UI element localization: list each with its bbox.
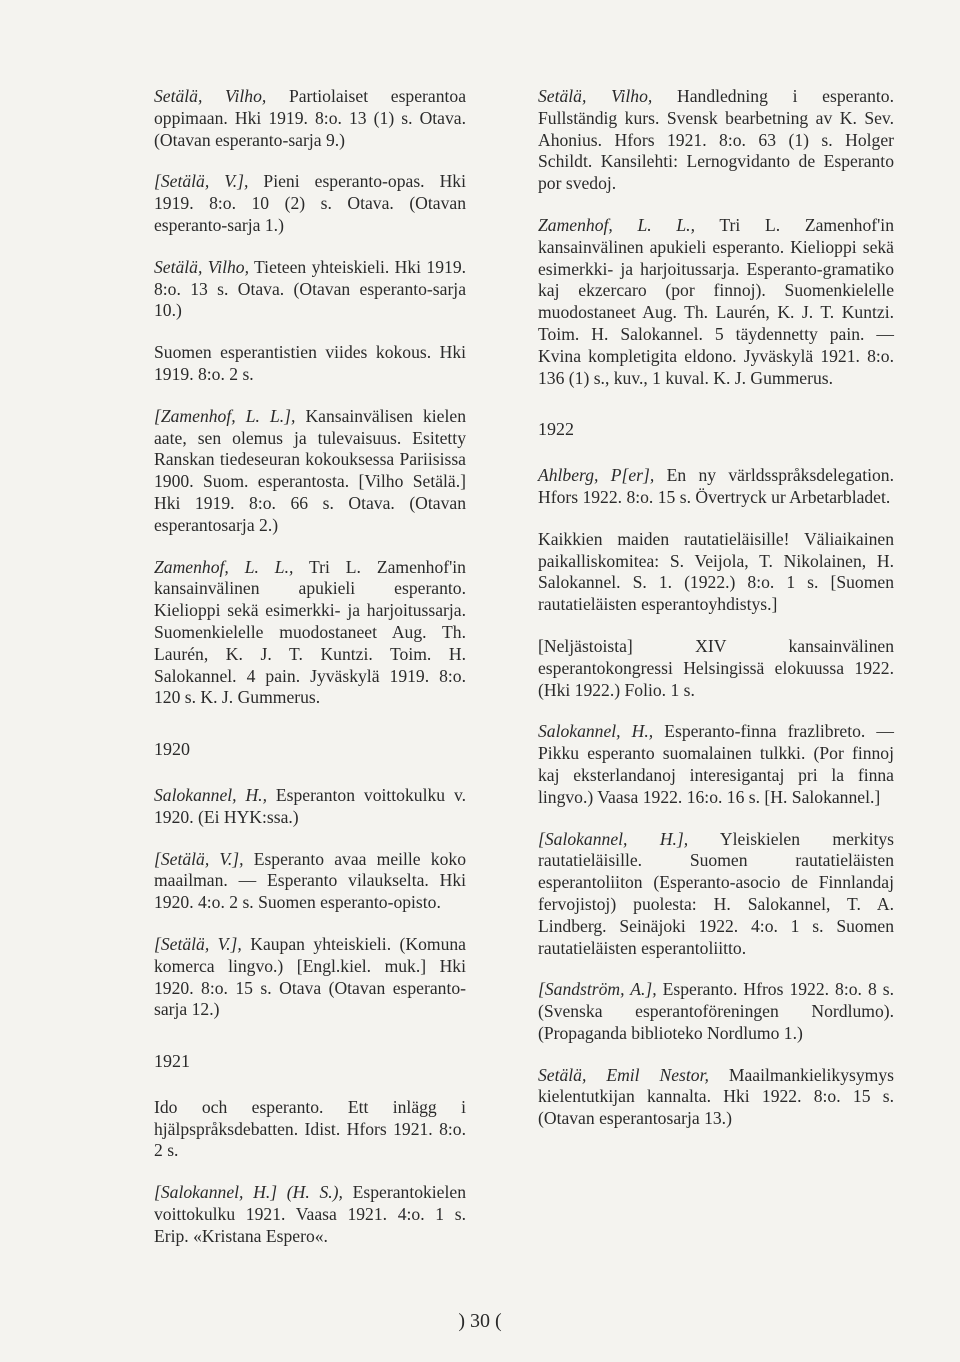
bibliography-entry xyxy=(538,1065,894,1130)
bibliography-entry xyxy=(154,557,466,710)
entry-author: [Setälä, V.], xyxy=(154,848,244,869)
bibliography-entry xyxy=(154,1097,466,1162)
entry-author: Setälä, Emil Nestor, xyxy=(538,1064,709,1085)
entry-text: Esperanto. Hfros 1922. 8:o. 8 s. (Svenska esperantoföreningen Nordlumo). (Propaganda biblioteko Nordlumo 1.) xyxy=(538,979,894,1043)
bibliography-entry xyxy=(538,465,894,509)
entry-text: Suomen esperantistien viides kokous. Hki 1919. 8:o. 2 s. xyxy=(154,342,466,384)
entry-text: Partiolaiset esperantoa oppimaan. Hki 1919. 8:o. 13 (1) s. Otava. (Otavan esperanto-sarja 9.) xyxy=(154,86,466,150)
entry-author: [Salokannel, H.], xyxy=(538,828,689,849)
entry-text: Ido och esperanto. Ett inlägg i hjälpspråksdebatten. Idist. Hfors 1921. 8:o. 2 s. xyxy=(154,1096,466,1161)
entry-author: [Sandström, A.], xyxy=(538,979,657,1000)
entry-author: Ahlberg, P[er], xyxy=(538,465,655,486)
entry-author: Setälä, Vilho, xyxy=(538,86,653,106)
entry-author: Setälä, Vilho, xyxy=(154,256,249,277)
bibliography-entry xyxy=(538,721,894,808)
entry-author: Salokannel, H., xyxy=(538,721,654,742)
bibliography-entry xyxy=(538,529,894,616)
entry-text: Tri L. Zamenhof'in kansainvälinen apukieli esperanto. Kielioppi sekä esimerkki- ja harjoitussarja. Esperanto-gramatiko kaj ekzercaro (por finnoj). Suomenkielelle muodostaneet Aug. Th. Laurén, K. J. T. Kuntzi. Toim. H. Salokannel. 5 täydennetty pain. — Kvina kompletigita eldono. Jyväskylä 1921. 8:o. 136 (1) s., kuv., 1 kuval. K. J. Gummerus. xyxy=(538,214,894,388)
entry-author: [Zamenhof, L. L.], xyxy=(154,405,296,426)
entry-author: [Setälä, V.], xyxy=(154,933,242,954)
entry-author: Zamenhof, L. L., xyxy=(154,556,294,577)
year-heading: 1922 xyxy=(538,419,574,440)
entry-text: Kaupan yhteiskieli. (Komuna komerca lingvo.) [Engl.kiel. muk.] Hki 1920. 8:o. 15 s. Otava (Otavan esperanto-sarja 12.) xyxy=(154,933,466,1020)
entry-text: [Neljästoista] XIV kansainvälinen esperantokongressi Helsingissä elokuussa 1922. (Hki 1922.) Folio. 1 s. xyxy=(538,635,894,700)
entry-author: Zamenhof, L. L., xyxy=(538,214,695,235)
entry-text: En ny världsspråksdelegation. Hfors 1922. 8:o. 15 s. Övertryck ur Arbetarbladet. xyxy=(538,465,894,507)
entry-text: Esperanto avaa meille koko maailman. — Esperanto vilaukselta. Hki 1920. 4:o. 2 s. Suomen esperanto-opisto. xyxy=(154,848,466,913)
entry-author: Salokannel, H., xyxy=(154,784,267,805)
entry-text: Maailmankielikysymys kielentutkijan kannalta. Hki 1922. 8:o. 15 s. (Otavan esperantosarja 13.) xyxy=(538,1064,894,1129)
year-heading: 1920 xyxy=(154,739,190,760)
right-column xyxy=(538,86,894,1150)
year-heading: 1921 xyxy=(154,1051,190,1072)
bibliography-entry xyxy=(154,1182,466,1247)
bibliography-entry xyxy=(154,171,466,236)
bibliography-entry xyxy=(154,86,466,151)
entry-text: Yleiskielen merkitys rautatieläisille. Suomen rautatieläisten esperantoliiton (Esperanto-asocio de Finnlandaj fervojistoj) puolesta: H. Salokannel, T. A. Lindberg. Seinäjoki 1922. 4:o. 1 s. Suomen rautatieläisten esperantoliitto. xyxy=(538,828,895,958)
entry-author: Setälä, Vilho, xyxy=(154,86,267,106)
entry-text: Esperantokielen voittokulku 1921. Vaasa 1921. 4:o. 1 s. Erip. «Kristana Espero«. xyxy=(154,1182,466,1246)
bibliography-entry xyxy=(154,849,466,914)
bibliography-entry xyxy=(538,86,894,195)
bibliography-entry xyxy=(154,785,466,829)
page-number: ) 30 ( xyxy=(458,1310,502,1332)
bibliography-entry xyxy=(538,829,894,960)
bibliography-entry xyxy=(538,636,894,701)
entry-text: Esperanton voittokulku v. 1920. (Ei HYK:ssa.) xyxy=(154,784,466,827)
entry-author: [Setälä, V.], xyxy=(154,171,249,192)
bibliography-entry xyxy=(154,342,466,386)
bibliography-entry xyxy=(154,406,466,537)
left-column xyxy=(154,86,466,1268)
entry-text: Esperanto-finna frazlibreto. — Pikku esperanto suomalainen tulkki. (Por finnoj kaj eksterlandanoj interesigantaj pri la finna lingvo.) Vaasa 1922. 16:o. 16 s. [H. Salokannel.] xyxy=(538,721,894,807)
entry-text: Tieteen yhteiskieli. Hki 1919. 8:o. 13 s. Otava. (Otavan esperanto-sarja 10.) xyxy=(154,256,467,321)
bibliography-entry xyxy=(538,979,894,1044)
bibliography-entry xyxy=(154,257,466,322)
entry-text: Pieni esperanto-opas. Hki 1919. 8:o. 10 (2) s. Otava. (Otavan esperanto-sarja 1.) xyxy=(154,171,466,235)
bibliography-entry xyxy=(538,215,894,389)
bibliography-entry xyxy=(154,934,466,1021)
entry-author: [Salokannel, H.] (H. S.), xyxy=(154,1182,343,1203)
entry-text: Kaikkien maiden rautatieläisille! Väliaikainen paikalliskomitea: S. Veijola, T. Nikolainen, H. Salokannel. S. 1. (1922.) 8:o. 1 s. [Suomen rautatieläisten esperantoyhdistys.] xyxy=(538,528,894,615)
entry-text: Handledning i esperanto. Fullständig kurs. Svensk bearbetning av K. Sev. Ahonius. Hfors 1921. 8:o. 63 (1) s. Holger Schildt. Kansilehti: Lernogvidanto de Esperanto por svedoj. xyxy=(538,86,894,194)
entry-text: Kansainvälisen kielen aate, sen olemus ja tulevaisuus. Esitetty Ranskan tiedeseuran kokouksessa Pariisissa 1900. Suom. esperantosta. [Vilho Setälä.] Hki 1919. 8:o. 66 s. Otava. (Otavan esperantosarja 2.) xyxy=(154,405,466,535)
entry-text: Tri L. Zamenhof'in kansainvälinen apukieli esperanto. Kielioppi sekä esimerkki- ja harjoitussarja. Suomenkielelle muodostaneet Aug. Th. Laurén, K. J. T. Kuntzi. Toim. H. Salokannel. 4 pain. Jyväskylä 1919. 8:o. 120 s. K. J. Gummerus. xyxy=(154,556,466,708)
